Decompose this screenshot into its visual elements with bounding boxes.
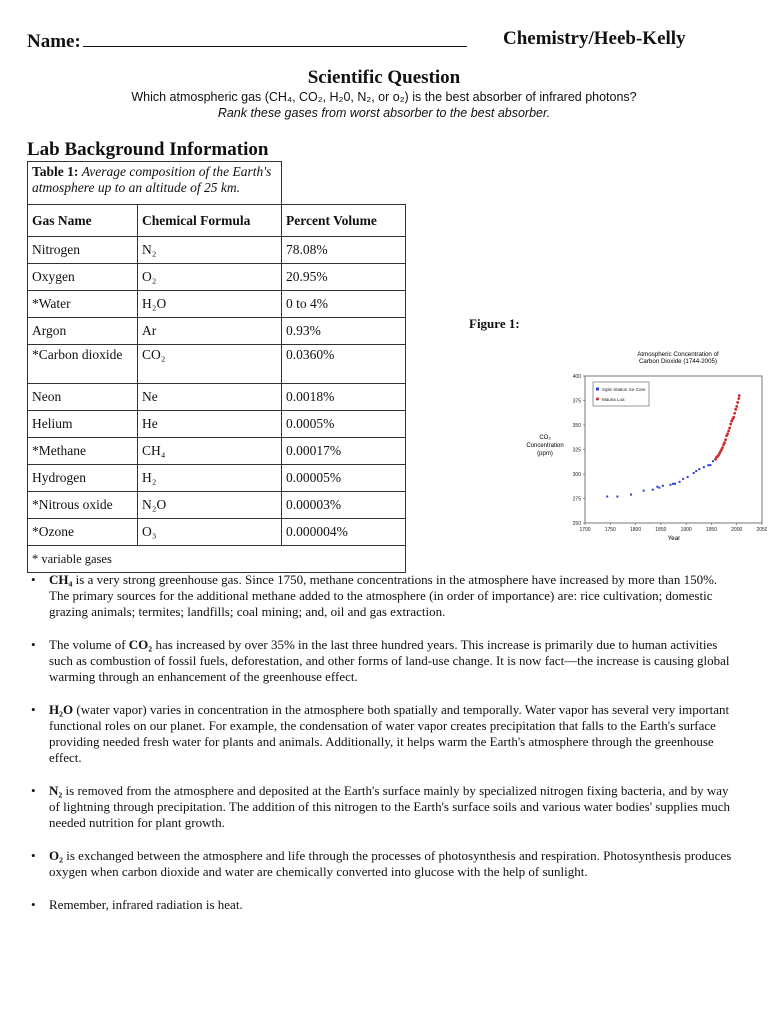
data-point-ice-core — [679, 481, 681, 483]
header-percent-volume: Percent Volume — [282, 205, 406, 237]
gas-name-cell: Helium — [28, 411, 138, 438]
table-footnote: * variable gases — [28, 546, 406, 573]
bullet-lead: CO₂ — [128, 637, 153, 652]
chart-title-line-2: Carbon Dioxide (1744-2005) — [638, 358, 718, 365]
lab-background-title: Lab Background Information — [27, 139, 269, 160]
x-tick-label: 1900 — [680, 527, 692, 533]
gas-name-cell: *Carbon dioxide — [28, 345, 138, 384]
data-point-ice-core — [693, 472, 695, 474]
data-point-ice-core — [698, 468, 700, 470]
table-row — [28, 384, 406, 411]
gas-name-cell: *Methane — [28, 438, 138, 465]
table-row — [28, 291, 406, 318]
data-point-mauna-loa — [727, 429, 730, 432]
gas-name-cell: *Ozone — [28, 519, 138, 546]
legend-box — [593, 382, 649, 406]
data-point-ice-core — [616, 496, 618, 498]
formula-cell: H₂ — [138, 465, 282, 492]
data-point-mauna-loa — [736, 401, 739, 404]
scientific-question-text: Which atmospheric gas (CH₄, CO₂, H₂0, N₂, or o₂) is the best absorber of infrared photons? — [131, 90, 637, 104]
list-item-oxygen: • O₂ is exchanged between the atmosphere and life through the processes of photosynthesis and respiration. Photosynthesis produces oxygen when carbon dioxide and water are chemically converted into glucose with the help of sunlight. — [31, 848, 732, 879]
y-tick-label: 325 — [572, 447, 581, 454]
data-point-mauna-loa — [733, 412, 736, 415]
legend-marker — [596, 398, 599, 401]
y-tick-label: 400 — [572, 374, 581, 380]
percent-cell: 0.0360% — [282, 345, 406, 384]
table-caption-text: Average composition of the Earth's atmosphere up to an altitude of 25 km. — [32, 164, 272, 195]
bullet-text: has increased by over 35% in the last three hundred years. This increase is primarily due to human activities such as combustion of fossil fuels, deforestation, and other forms of land-use change. It is now fact—the increase is causing global warming through an enhancement of the greenhouse effect. — [49, 637, 730, 684]
x-tick-label: 1950 — [705, 527, 717, 533]
data-point-ice-core — [687, 476, 689, 478]
data-point-mauna-loa — [721, 446, 724, 449]
list-item-reminder: • Remember, infrared radiation is heat. — [31, 897, 243, 912]
data-point-mauna-loa — [735, 405, 738, 408]
y-tick-label: 350 — [572, 423, 581, 429]
bullet-text: Remember, infrared radiation is heat. — [49, 897, 243, 912]
list-item-carbon-dioxide: • The volume of CO₂ has increased by over 35% in the last three hundred years. This increase is primarily due to human activities such as combustion of fossil fuels, deforestation, and other forms of land-use change. It is now fact—the increase is causing global warming through an enhancement of the greenhouse effect. — [31, 637, 730, 684]
x-tick-label: 2050 — [756, 527, 767, 533]
data-point-ice-core — [695, 470, 697, 472]
table-row — [28, 411, 406, 438]
data-point-mauna-loa — [726, 432, 729, 435]
list-item-methane: • CH₄ is a very strong greenhouse gas. Since 1750, methane concentrations in the atmosphere have increased by more than 150%. The primary sources for the additional methane added to the atmosphere (in order of importance) are: rice cultivation; domestic grazing animals; termites; landfills; coal mining; and, oil and gas extraction. — [31, 572, 718, 619]
percent-cell: 0.000004% — [282, 519, 406, 546]
percent-cell: 78.08% — [282, 237, 406, 264]
percent-cell: 0 to 4% — [282, 291, 406, 318]
scientific-question-title: Scientific Question — [307, 67, 461, 88]
table-row — [28, 264, 406, 291]
table-caption-label: Table 1: — [32, 164, 79, 179]
header-chemical-formula: Chemical Formula — [138, 205, 282, 237]
figure-label: Figure 1: — [469, 316, 520, 331]
plot-area — [573, 374, 767, 533]
list-item-water: • H₂O (water vapor) varies in concentration in the atmosphere both spatially and temporally. Water vapor has several very important functional roles on our planet. For example, the condensation of water vapor creates precipitation that falls to the Earth's surface providing needed fresh water for plants and animals. Additionally, it helps warm the Earth's atmosphere through the greenhouse effect. — [31, 702, 730, 765]
formula-cell: N₂O — [138, 492, 282, 519]
list-item-nitrogen: • N₂ is removed from the atmosphere and deposited at the Earth's surface mainly by specialized nitrogen fixing bacteria, and by way of lightning through precipitation. The addition of this nitrogen to the Earth's surface soils and various water bodies' supplies much needed nutrition for plant growth. — [31, 783, 731, 830]
gas-name-cell: Neon — [28, 384, 138, 411]
course-title: Chemistry/Heeb-Kelly — [503, 28, 686, 49]
y-axis-label-line-1: CO₂ — [539, 435, 551, 441]
data-point-ice-core — [630, 494, 632, 496]
y-tick-label: 300 — [572, 472, 581, 478]
data-point-ice-core — [674, 483, 676, 485]
data-point-ice-core — [669, 484, 671, 486]
table-caption — [28, 162, 282, 205]
percent-cell: 0.93% — [282, 318, 406, 345]
formula-cell: He — [138, 411, 282, 438]
formula-cell: CH₄ — [138, 438, 282, 465]
percent-cell: 0.00005% — [282, 465, 406, 492]
x-tick-label: 1750 — [604, 527, 616, 533]
gas-name-cell: Nitrogen — [28, 237, 138, 264]
percent-cell: 0.00017% — [282, 438, 406, 465]
y-tick-label: 275 — [572, 496, 581, 503]
data-point-mauna-loa — [728, 427, 731, 430]
formula-cell: Ar — [138, 318, 282, 345]
data-point-ice-core — [652, 489, 654, 491]
data-point-mauna-loa — [732, 416, 735, 419]
x-tick-label: 1850 — [655, 527, 667, 533]
data-point-mauna-loa — [738, 394, 741, 397]
percent-cell: 20.95% — [282, 264, 406, 291]
gas-name-cell: *Nitrous oxide — [28, 492, 138, 519]
y-axis-label-line-3: (ppm) — [537, 451, 553, 457]
data-point-ice-core — [656, 486, 658, 488]
formula-cell: O₃ — [138, 519, 282, 546]
data-point-mauna-loa — [737, 397, 740, 400]
legend-label: Mauna Loa — [602, 396, 625, 402]
y-tick-label: 375 — [572, 398, 581, 405]
data-point-ice-core — [606, 496, 608, 498]
x-axis-label: Year — [667, 535, 681, 542]
chart-title-line-1: Atmospheric Concentration of — [637, 351, 719, 358]
name-field — [27, 28, 467, 53]
formula-cell: N₂ — [138, 237, 282, 264]
data-point-ice-core — [703, 466, 705, 468]
data-point-ice-core — [707, 464, 709, 466]
name-label: Name: — [27, 31, 81, 52]
bullet-text-prefix: The volume of — [49, 637, 129, 652]
gas-name-cell: Oxygen — [28, 264, 138, 291]
bullet-lead: N₂ — [49, 783, 63, 798]
ranking-instruction: Rank these gases from worst absorber to the best absorber. — [217, 106, 551, 120]
data-point-mauna-loa — [729, 423, 732, 426]
table-row — [28, 519, 406, 546]
x-tick-label: 2000 — [731, 527, 743, 533]
formula-cell: CO₂ — [138, 345, 282, 384]
gas-name-cell: Argon — [28, 318, 138, 345]
table-row — [28, 465, 406, 492]
formula-cell: O₂ — [138, 264, 282, 291]
data-point-ice-core — [709, 464, 711, 466]
bullet-text: (water vapor) varies in concentration in the atmosphere both spatially and temporally. Water vapor has several very important functional roles on our planet. For example, the condensation of water vapor creates precipitation that falls to the Earth's surface providing needed fresh water for plants and animals. Additionally, it helps warm the Earth's atmosphere through the greenhouse effect. — [49, 702, 730, 765]
bullet-text: is removed from the atmosphere and deposited at the Earth's surface mainly by specialized nitrogen fixing bacteria, and by way of lightning through precipitation. The addition of this nitrogen to the Earth's surface soils and various water bodies' supplies much needed nutrition for plant growth. — [49, 783, 731, 830]
x-tick-label: 1700 — [579, 527, 591, 533]
header-gas-name: Gas Name — [28, 205, 138, 237]
data-point-ice-core — [712, 460, 714, 462]
data-point-mauna-loa — [724, 438, 727, 441]
bullet-text: is exchanged between the atmosphere and life through the processes of photosynthesis and respiration. Photosynthesis produces oxygen when carbon dioxide and water are chemically converted into glucose with the help of sunlight. — [49, 848, 732, 879]
percent-cell: 0.0018% — [282, 384, 406, 411]
formula-cell: Ne — [138, 384, 282, 411]
table-row — [28, 318, 406, 345]
formula-cell: H₂O — [138, 291, 282, 318]
table-row — [28, 237, 406, 264]
legend-label: Siple Station Ice Core — [602, 386, 646, 392]
bullet-lead: CH₄ — [49, 572, 73, 587]
legend-marker — [596, 388, 599, 391]
data-point-ice-core — [682, 478, 684, 480]
co2-chart-svg — [515, 346, 767, 546]
table-row — [28, 492, 406, 519]
composition-table — [27, 161, 406, 573]
table-row — [28, 345, 406, 384]
bullet-lead: O₂ — [49, 848, 64, 863]
data-point-mauna-loa — [723, 441, 726, 444]
bullet-list — [27, 572, 739, 930]
data-point-ice-core — [643, 490, 645, 492]
gas-name-cell: Hydrogen — [28, 465, 138, 492]
data-point-ice-core — [672, 483, 674, 485]
data-point-ice-core — [662, 485, 664, 487]
y-tick-label: 250 — [572, 521, 581, 527]
data-point-ice-core — [658, 487, 660, 489]
name-blank-line[interactable] — [83, 28, 467, 47]
percent-cell: 0.0005% — [282, 411, 406, 438]
gas-name-cell: *Water — [28, 291, 138, 318]
table-row — [28, 438, 406, 465]
y-axis-label-line-2: Concentration — [526, 443, 564, 449]
bullet-lead: H₂O — [49, 702, 74, 717]
bullet-text: is a very strong greenhouse gas. Since 1750, methane concentrations in the atmosphere have increased by more than 150%. The primary sources for the additional methane added to the atmosphere (in order of importance) are: rice cultivation; domestic grazing animals; termites; landfills; coal mining; and, oil and gas extraction. — [49, 572, 718, 619]
data-point-mauna-loa — [734, 408, 737, 411]
co2-chart — [515, 346, 767, 546]
x-tick-label: 1800 — [630, 527, 642, 533]
percent-cell: 0.00003% — [282, 492, 406, 519]
